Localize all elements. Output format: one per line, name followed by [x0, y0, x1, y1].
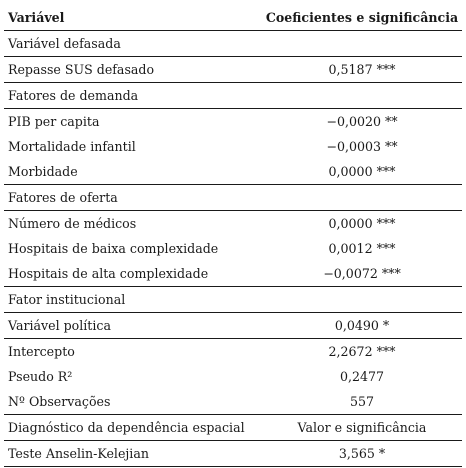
row-value: 0,2477 [339, 369, 385, 384]
row-label: Pseudo R² [8, 369, 73, 384]
row-label: Repasse SUS defasado [4, 57, 262, 83]
row-value: 0,5187 *** [262, 57, 462, 83]
table-row [4, 134, 462, 159]
table-row [4, 159, 462, 185]
section-row-lagged-variable [4, 31, 462, 57]
row-value [262, 185, 462, 211]
table-row [4, 389, 462, 415]
row-label: Fator institucional [4, 287, 262, 313]
table-row [4, 211, 462, 237]
row-label: Morbidade [4, 159, 262, 185]
table-row [4, 57, 462, 83]
spatial-diagnostic-header-row [4, 415, 462, 441]
section-row-demand-factors [4, 83, 462, 109]
row-label: Variável defasada [4, 31, 262, 57]
row-value: 0,0000 *** [262, 159, 462, 185]
section-row-supply-factors [4, 185, 462, 211]
table-row [4, 339, 462, 365]
row-label: Teste Anselin-Kelejian [4, 441, 262, 467]
row-label: Diagnóstico da dependência espacial [4, 415, 262, 441]
row-label: PIB per capita [8, 114, 100, 129]
row-value: 557 [262, 389, 462, 415]
row-value: 0,0000 *** [328, 216, 396, 231]
row-value [262, 287, 462, 313]
row-label: Fatores de demanda [4, 83, 262, 109]
row-label: Intercepto [8, 344, 75, 359]
row-value: −0,0003 ** [326, 139, 398, 154]
regression-results-table [4, 4, 462, 467]
row-value: Valor e significância [262, 415, 462, 441]
row-label: Hospitais de baixa complexidade [8, 241, 219, 256]
row-value: −0,0072 *** [262, 261, 462, 287]
row-label: Hospitais de alta complexidade [4, 261, 262, 287]
table-row [4, 109, 462, 135]
section-row-institutional-factor [4, 287, 462, 313]
column-header-variable: Variável [4, 4, 262, 31]
row-value [262, 83, 462, 109]
row-value: −0,0020 ** [326, 114, 398, 129]
table-header-row [4, 4, 462, 31]
row-value: 0,0490 * [262, 313, 462, 339]
table-row [4, 364, 462, 389]
table-row [4, 261, 462, 287]
table-row [4, 441, 462, 467]
row-value: 3,565 * [262, 441, 462, 467]
row-label: Fatores de oferta [4, 185, 262, 211]
row-label: Nº Observações [4, 389, 262, 415]
row-value [262, 31, 462, 57]
table-row [4, 313, 462, 339]
row-label: Mortalidade infantil [8, 139, 136, 154]
row-value: 0,0012 *** [328, 241, 396, 256]
column-header-coefficients: Coeficientes e significância [262, 4, 462, 31]
row-label: Variável política [4, 313, 262, 339]
table-row [4, 236, 462, 261]
row-value: 2,2672 *** [328, 344, 396, 359]
row-label: Número de médicos [8, 216, 137, 231]
